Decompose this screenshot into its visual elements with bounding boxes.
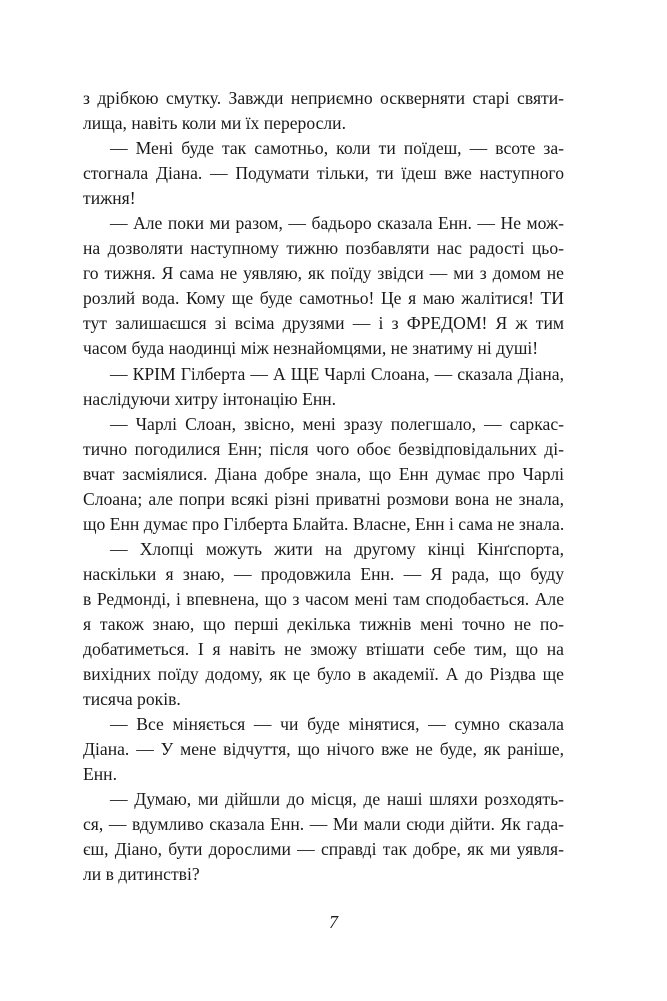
text-line: що Енн думає про Гілберта Блайта. Власне, Енн і сама не знала. [83,513,565,534]
page-body [83,86,564,888]
text-line: тично погодилися Енн; після чого обоє безвідповідальних ді- [83,438,564,459]
text-line: вихідних поїду додому, як це було в академії. А до Різдва ще [83,664,564,685]
paragraph [83,537,564,712]
text-line: добатиметься. І я навіть не зможу втішати себе тим, що на [83,639,564,660]
text-line: єш, Діано, бути дорослими — справді так добре, як ми уявля- [83,839,564,860]
paragraph [83,362,564,412]
text-line: з дрібкою смутку. Завжди неприємно оскверняти старі святи- [83,88,564,108]
paragraph [83,712,564,787]
text-line: в Редмонді, і впевнена, що з часом мені там сподобається. Але [83,588,564,609]
text-line: ся, — вдумливо сказала Енн. — Ми мали сюди дійти. Як гада- [83,814,564,835]
text-line: наскільки я знаю, — продовжила Енн. — Я рада, що буду [83,563,564,584]
page-number: 7 [329,912,338,932]
text-line: — Думаю, ми дійшли до місця, де наші шляхи розходять- [110,789,564,810]
text-line: Слоана; але попри всякі різні приватні розмови вона не знала, [83,488,564,509]
text-line: го тижня. Я сама не уявляю, як поїду звідси — ми з домом не [83,263,564,284]
paragraph [83,787,564,887]
text-line: — Але поки ми разом, — бадьоро сказала Енн. — Не мож- [110,213,564,234]
paragraph [83,211,564,361]
text-line: Енн. [83,764,117,785]
text-line: — Хлопці можуть жити на другому кінці Кінґспорта, [110,538,564,559]
text-line: лища, навіть коли ми їх переросли. [83,113,346,134]
text-line: вчат засміялися. Діана добре знала, що Енн думає про Чарлі [83,463,564,484]
text-line: я також знаю, що перші декілька тижнів мені точно не по- [83,613,564,634]
paragraph [83,136,564,211]
text-line: Діана. — У мене відчуття, що нічого вже не буде, як раніше, [83,739,564,760]
text-line: стогнала Діана. — Подумати тільки, ти їдеш вже наступного [83,163,564,184]
text-line: наслідуючи хитру інтонацію Енн. [83,388,337,409]
text-line: — КРІМ Гілберта — А ЩЕ Чарлі Слоана, — сказала Діана, [110,363,564,384]
text-line: розлий вода. Кому ще буде самотньо! Це я маю жалітися! ТИ [83,288,564,309]
paragraph [83,86,564,136]
text-line: — Все міняється — чи буде мінятися, — сумно сказала [110,714,564,735]
text-line: на дозволяти наступному тижню позбавляти нас радості цьо- [83,238,564,259]
text-line: тисяча років. [83,689,181,710]
text-line: часом буда наодинці між незнайомцями, не знатиму ні душі! [83,338,539,359]
text-line: — Мені буде так самотньо, коли ти поїдеш, — всоте за- [110,138,564,159]
paragraph [83,412,564,537]
text-line: тут залишаєшся зі всіма друзями — і з ФРЕДОМ! Я ж тим [83,313,564,334]
text-line: тижня! [83,188,136,209]
text-line: ли в дитинстві? [83,864,200,885]
text-line: — Чарлі Слоан, звісно, мені зразу полегшало, — саркас- [110,413,564,434]
